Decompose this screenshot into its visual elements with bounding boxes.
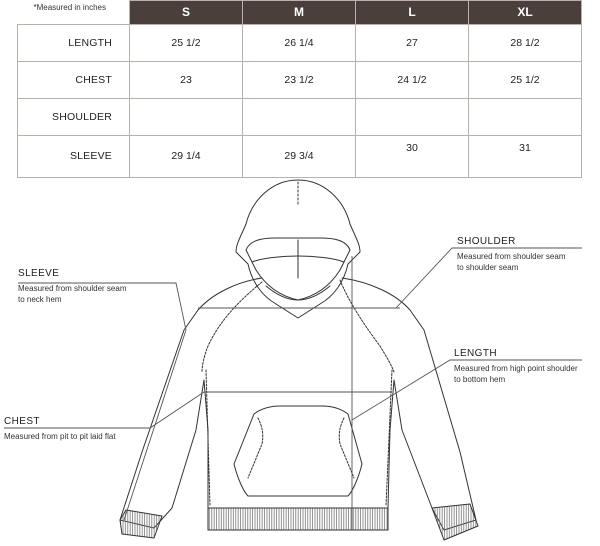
sleeve-desc-line-2: to neck hem	[18, 295, 62, 304]
cell-length-l: 27	[356, 24, 469, 61]
measured-in-inches-note: *Measured in inches	[18, 1, 130, 25]
sleeve-callout-title: SLEEVE	[18, 268, 60, 279]
sleeve-callout	[18, 268, 127, 305]
chest-callout-title: CHEST	[4, 416, 40, 427]
row-label-chest: CHEST	[18, 61, 130, 98]
length-desc-line-2: to bottom hem	[454, 375, 506, 384]
shoulder-callout-title: SHOULDER	[457, 236, 516, 247]
shoulder-callout	[457, 236, 566, 273]
shoulder-desc-line-1: Measured from shoulder seam	[457, 252, 566, 261]
size-header-s: S	[130, 1, 243, 25]
chest-callout-desc	[4, 431, 116, 442]
length-callout	[454, 348, 578, 385]
sleeve-desc-line-1: Measured from shoulder seam	[18, 284, 127, 293]
cell-chest-l: 24 1/2	[356, 61, 469, 98]
shoulder-callout-desc	[457, 251, 566, 273]
cell-chest-m: 23 1/2	[243, 61, 356, 98]
cell-sleeve-m: 29 3/4	[243, 135, 356, 177]
size-header-l: L	[356, 1, 469, 25]
chest-callout	[4, 416, 116, 442]
body-outline	[120, 278, 476, 530]
row-label-sleeve: SLEEVE	[18, 135, 130, 177]
cell-sleeve-xl: 31	[469, 135, 582, 177]
cell-chest-s: 23	[130, 61, 243, 98]
size-header-xl: XL	[469, 1, 582, 25]
sleeve-callout-desc	[18, 283, 127, 305]
row-label-length: LENGTH	[18, 24, 130, 61]
cell-sleeve-l: 30	[356, 135, 469, 177]
chest-desc-line-1: Measured from pit to pit laid flat	[4, 432, 116, 441]
cell-chest-xl: 25 1/2	[469, 61, 582, 98]
size-header-m: M	[243, 1, 356, 25]
cell-length-xl: 28 1/2	[469, 24, 582, 61]
length-callout-title: LENGTH	[454, 348, 497, 359]
cell-length-m: 26 1/4	[243, 24, 356, 61]
cell-sleeve-s: 29 1/4	[130, 135, 243, 177]
shoulder-desc-line-2: to shoulder seam	[457, 263, 519, 272]
length-desc-line-1: Measured from high point shoulder	[454, 364, 578, 373]
row-label-shoulder: SHOULDER	[18, 98, 130, 135]
length-callout-desc	[454, 363, 578, 385]
cell-length-s: 25 1/2	[130, 24, 243, 61]
